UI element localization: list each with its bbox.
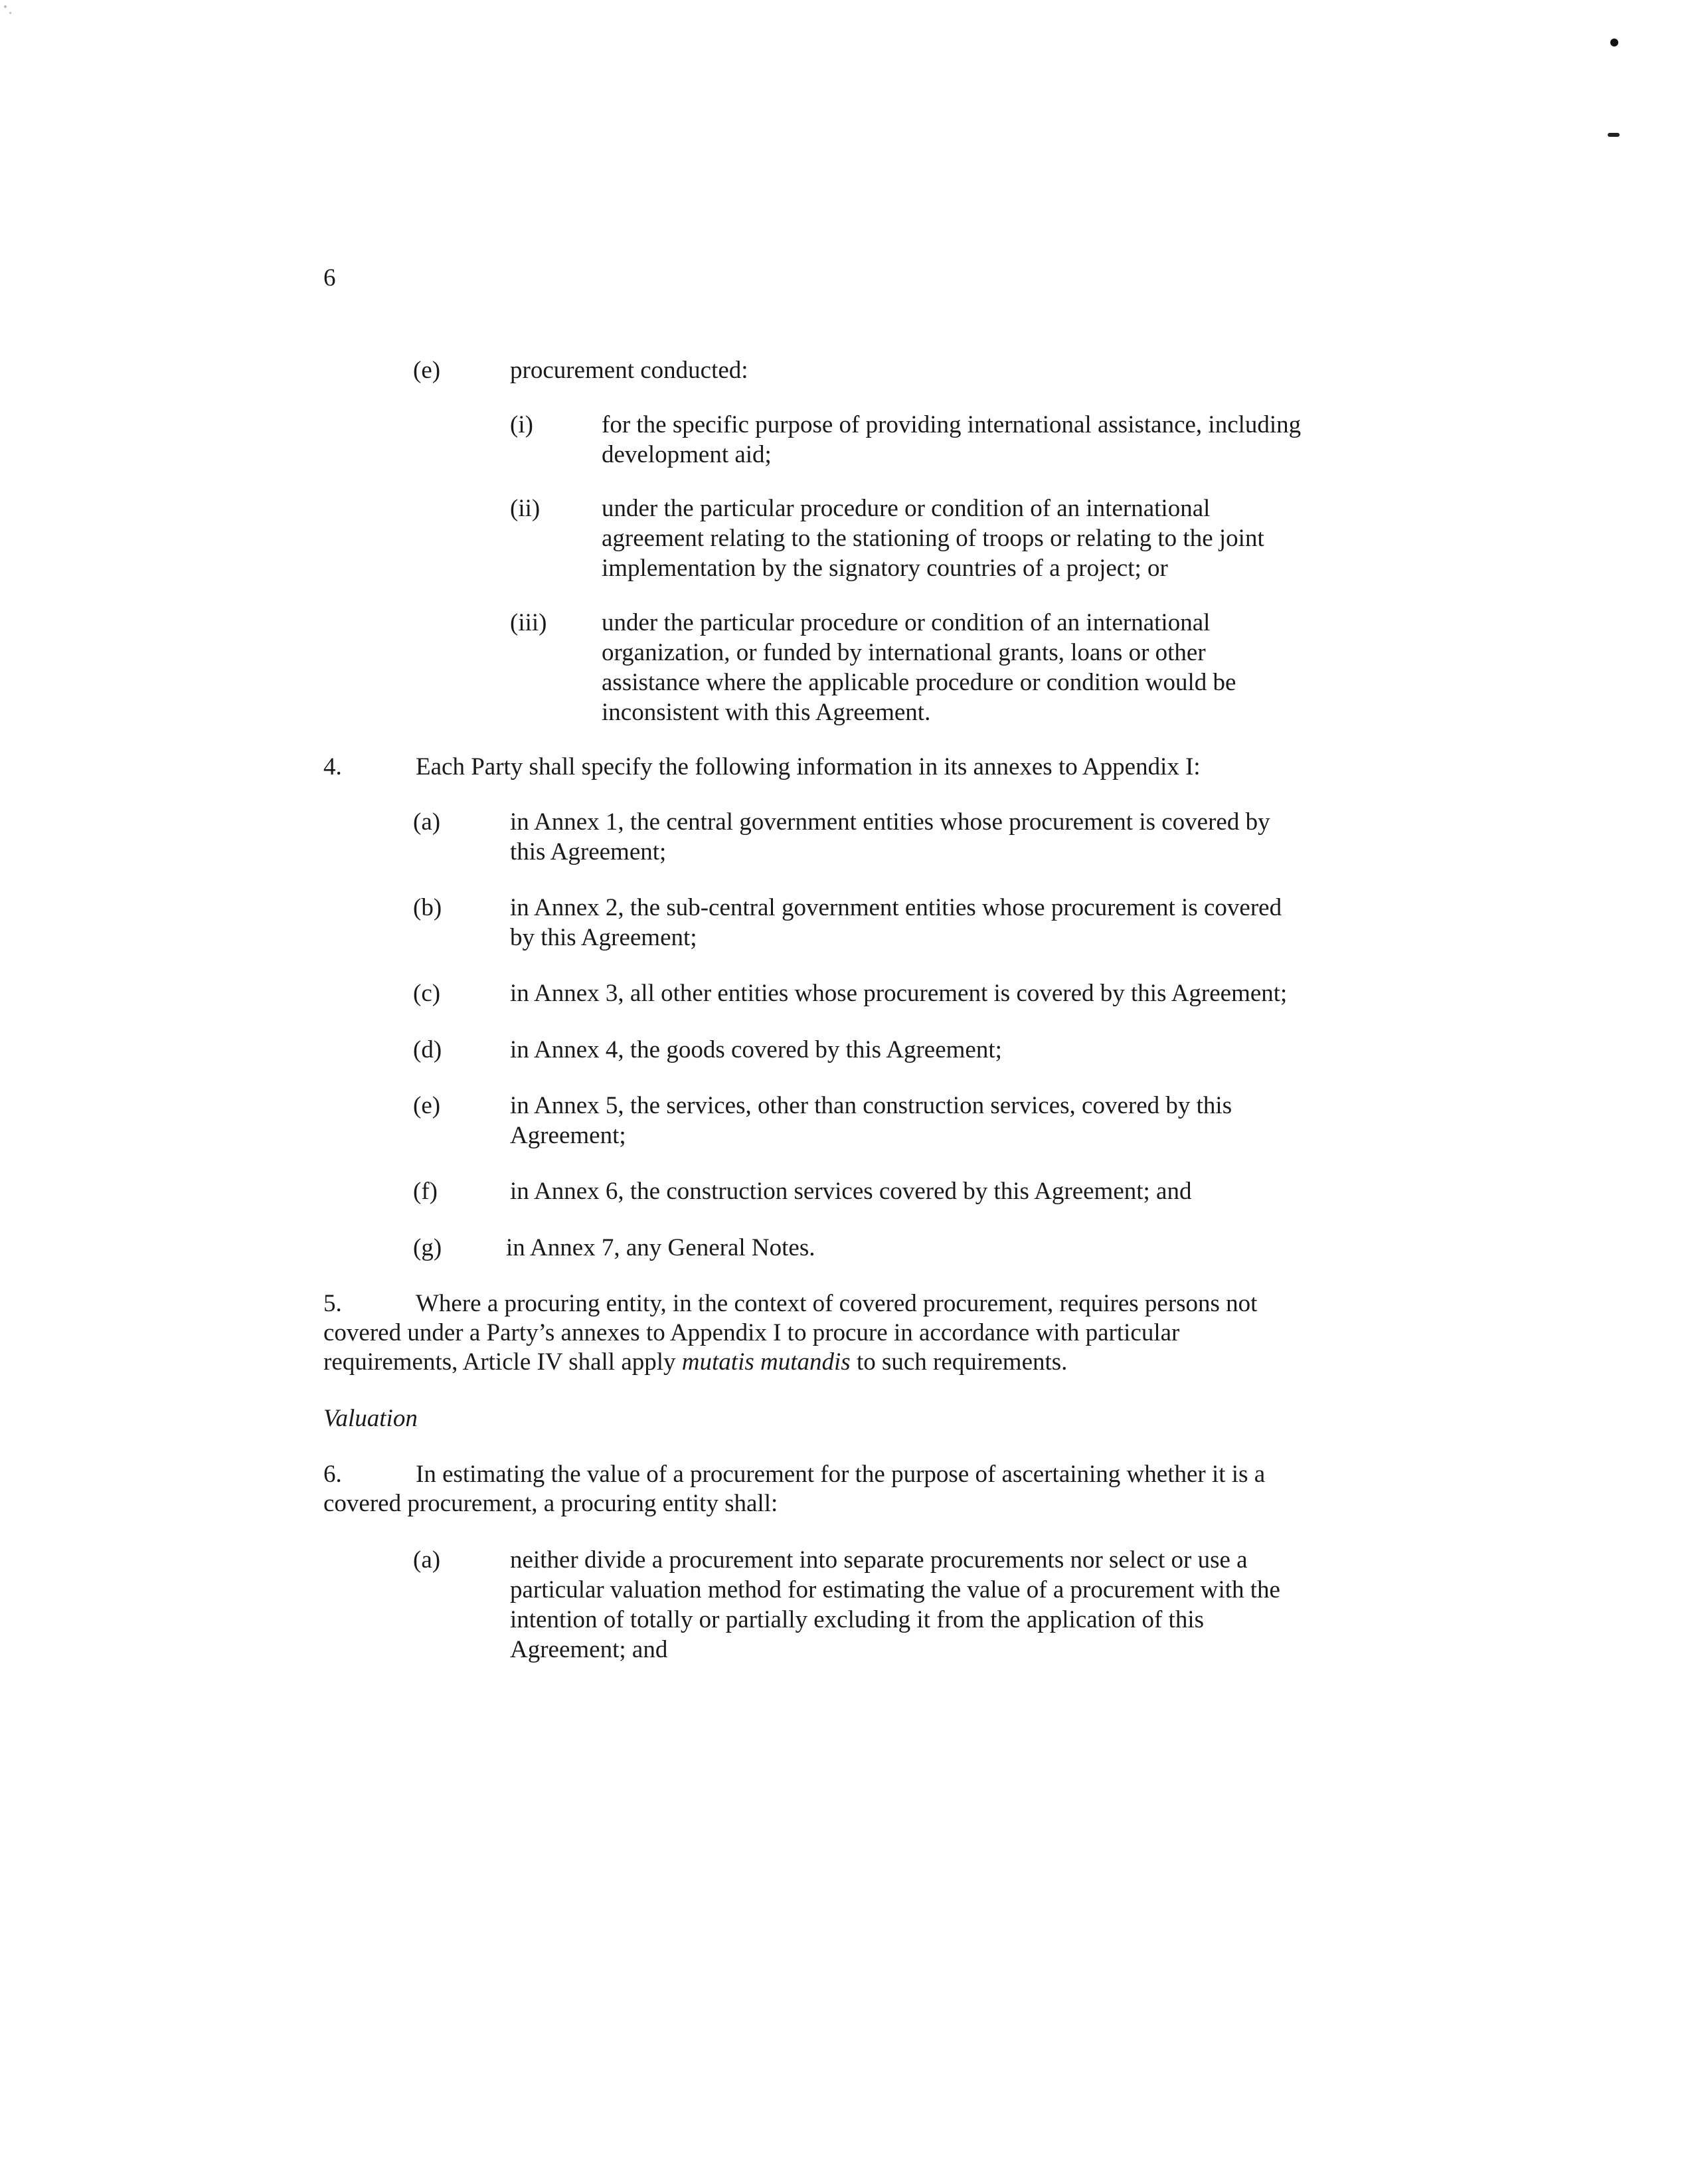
para-4-item-c-label: (c)	[413, 980, 441, 1007]
text-line: organization, or funded by international grants, loans or other	[602, 639, 1206, 666]
text-line: Agreement; and	[510, 1636, 668, 1663]
text-line: under the particular procedure or condition of an international	[602, 609, 1211, 636]
text-line: by this Agreement;	[510, 924, 697, 951]
text-line: this Agreement;	[510, 838, 667, 865]
subitem-iii-text	[602, 608, 1236, 727]
text-line: particular valuation method for estimating the value of a procurement with the	[510, 1576, 1280, 1603]
text-line: neither divide a procurement into separate procurements nor select or use a	[510, 1546, 1248, 1574]
text-line: agreement relating to the stationing of troops or relating to the joint	[602, 525, 1264, 552]
item-e-text: procurement conducted:	[510, 357, 748, 384]
para-4-item-a-text	[510, 807, 1270, 867]
text-line: development aid;	[602, 441, 772, 468]
text-line: in Annex 1, the central government entities whose procurement is covered by	[510, 808, 1270, 836]
scan-speck	[4, 5, 7, 8]
text-line: inconsistent with this Agreement.	[602, 699, 931, 726]
para-5-line-2: covered under a Party’s annexes to Appendix I to procure in accordance with particular	[323, 1319, 1180, 1346]
para-6-number: 6.	[323, 1461, 342, 1488]
subitem-ii-text	[602, 494, 1264, 583]
subitem-ii-label: (ii)	[510, 495, 541, 522]
para-6-line-1: In estimating the value of a procurement for the purpose of ascertaining whether it is a	[416, 1461, 1266, 1488]
page-number: 6	[323, 264, 336, 292]
para-5-line-1: Where a procuring entity, in the context of covered procurement, requires persons not	[416, 1290, 1258, 1317]
para-4-item-f-text: in Annex 6, the construction services covered by this Agreement; and	[510, 1178, 1192, 1205]
para-4-item-g-text: in Annex 7, any General Notes.	[506, 1234, 815, 1261]
para-5-line-3	[323, 1347, 1067, 1377]
text-line: intention of totally or partially excluding it from the application of this	[510, 1606, 1205, 1633]
text-line: in Annex 5, the services, other than construction services, covered by this	[510, 1092, 1232, 1119]
para-5-line-3-end: to such requirements.	[850, 1348, 1068, 1376]
text-line: Agreement;	[510, 1122, 626, 1149]
para-4-item-g-label: (g)	[413, 1234, 442, 1261]
para-4-item-e-text	[510, 1091, 1232, 1150]
para-5-italic-term: mutatis mutandis	[681, 1348, 851, 1376]
scan-speck	[9, 12, 11, 14]
para-4-item-d-label: (d)	[413, 1036, 442, 1063]
text-line: implementation by the signatory countries of a project; or	[602, 555, 1168, 582]
para-4-item-a-label: (a)	[413, 808, 441, 836]
item-e-label: (e)	[413, 357, 441, 384]
text-line: assistance where the applicable procedure or condition would be	[602, 669, 1236, 696]
section-heading-valuation: Valuation	[323, 1405, 418, 1432]
text-line: for the specific purpose of providing international assistance, including	[602, 411, 1302, 438]
subitem-iii-label: (iii)	[510, 609, 547, 636]
text-line: in Annex 2, the sub-central government entities whose procurement is covered	[510, 894, 1282, 921]
para-6-item-a-label: (a)	[413, 1546, 441, 1574]
para-4-item-f-label: (f)	[413, 1178, 438, 1205]
scan-mark-dot	[1610, 39, 1618, 46]
para-4-item-c-text: in Annex 3, all other entities whose procurement is covered by this Agreement;	[510, 980, 1288, 1007]
subitem-i-text	[602, 410, 1301, 470]
text-line: under the particular procedure or condition of an international	[602, 495, 1211, 522]
para-4-item-b-text	[510, 893, 1282, 953]
scan-mark-dash	[1608, 133, 1620, 137]
para-4-text: Each Party shall specify the following information in its annexes to Appendix I:	[416, 753, 1201, 780]
para-4-item-d-text: in Annex 4, the goods covered by this Agreement;	[510, 1036, 1002, 1063]
para-5-number: 5.	[323, 1290, 342, 1317]
para-6-item-a-text	[510, 1545, 1280, 1665]
para-5-line-3-start: requirements, Article IV shall apply	[323, 1348, 682, 1376]
para-4-item-b-label: (b)	[413, 894, 442, 921]
para-4-number: 4.	[323, 753, 342, 780]
subitem-i-label: (i)	[510, 411, 533, 438]
para-6-line-2: covered procurement, a procuring entity shall:	[323, 1490, 778, 1517]
para-4-item-e-label: (e)	[413, 1092, 441, 1119]
